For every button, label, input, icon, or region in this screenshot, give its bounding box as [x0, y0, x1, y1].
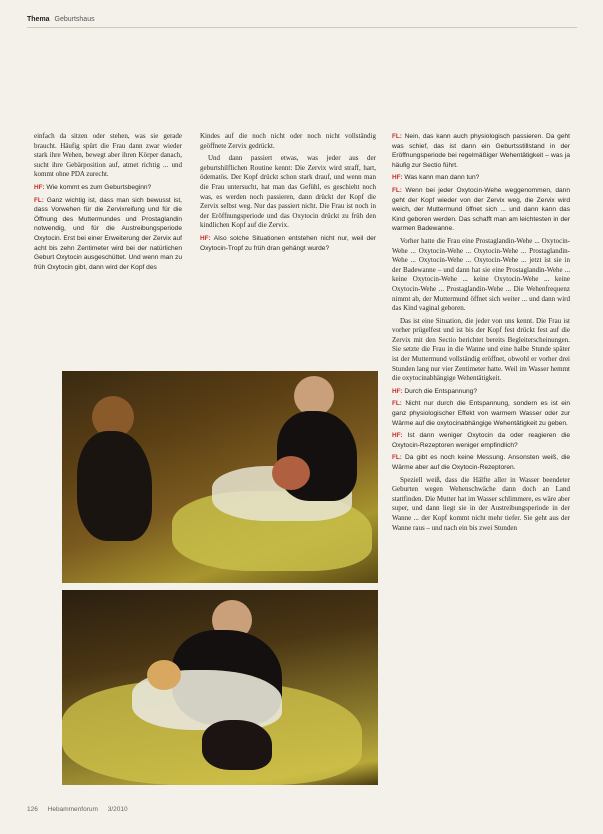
paragraph	[392, 237, 570, 314]
text-column-3	[392, 132, 570, 536]
paragraph-text: Ganz wichtig ist, dass man sich bewusst ist, dass Vorwehen für die Zervixreifung und für die Öffnung des Muttermundes und Prostaglandin notwendig, und für die Austreibungsperiode Oxytocin. Erst bei einer Erweiterung der Zervix auf acht bis zehn Zentimeter wird bei der natürlichen Geburt Oxytocin ausgeschüttet. Und wenn man zu früh Oxytocin gibt, dann wird der Kopf des	[34, 196, 183, 271]
speaker-label: HF:	[200, 234, 211, 242]
speaker-label: FL:	[392, 454, 402, 462]
paragraph-text: Speziell weiß, dass die Hälfte aller in Wasser beendeter Geburten wegen Wehenschwäche dann doch an Land stattfinden. Die Mutter hat im Wasser schlimmere, es wäre aber super, und dann liegt sie in der Austreibungsperiode in der Wanne ... der Kopf kommt nicht mehr tiefer. Sie geht aus der Wanne raus – und nach ein bis zwei Stunden	[392, 475, 570, 532]
paragraph	[392, 317, 570, 384]
paragraph	[200, 132, 376, 151]
text-column-2	[200, 132, 376, 256]
birth-photo-bottom	[62, 590, 378, 785]
speaker-label: HF:	[392, 387, 403, 395]
paragraph	[392, 132, 570, 170]
paragraph-text: Nein, das kann auch physiologisch passieren. Da geht was schief, das ist dann ein Geburtsstillstand in der Eröffnungsperiode bei regelmäßiger Wehentätigkeit – was ja häufig zur Sectio führt.	[392, 133, 570, 169]
speaker-label: FL:	[392, 400, 402, 408]
magazine-name: Hebammenforum	[47, 806, 98, 813]
paragraph-text: Vorher hatte die Frau eine Prostaglandin-Wehe ... Oxytocin-Wehe ... Oxytocin-Wehe ... Oxytocin-Wehe ... Prostaglandin-Wehe ... Oxytocin-Wehe ... Oxytocin-Wehe ... jetzt ist sie in der Badewanne – und dann hat sie eine Prostaglandin-Wehe ... keine Oxytocin-Wehe ... keine Oxytocin-Wehe ... keine Oxytocin-Wehe ... Prostaglandin-Wehe ... Die Wehenfrequenz nimmt ab, der Muttermund öffnet sich weiter ... und dann wird das Kind vaginal geboren.	[392, 236, 570, 313]
paragraph	[392, 431, 570, 450]
paragraph-text: einfach da sitzen oder stehen, was sie gerade braucht. Häufig spürt die Frau dann zwar wieder stark ihre Wehen, bewegt aber ihren Körper danach, sucht ihre Gebärposition auf, atmet richtig ... und kommt ohne PDA zurecht.	[34, 132, 182, 179]
speaker-label: FL:	[34, 196, 44, 204]
speaker-label: HF:	[34, 183, 45, 191]
paragraph	[392, 476, 570, 534]
paragraph-text: Ist dann weniger Oxytocin da oder reagieren die Oxytocin-Rezeptoren weniger empfindlich?	[392, 432, 570, 449]
issue-number: 3/2010	[107, 806, 128, 813]
paragraph	[200, 154, 376, 231]
paragraph	[392, 186, 570, 234]
paragraph-text: Das ist eine Situation, die jeder von uns kennt. Die Frau ist vorher prügelfest und ist bis der Kopf fest drückt fest auf die Zervix mit den Sectio berichtet bereits Begleiterscheinungen. Sie setzte die Frau in die Wanne und eine halbe Stunde später ist der Muttermund vollständig eröffnet, obwohl er vorher drei Stunden lang nur vier Zentimeter hatte. Weil im Wasser hemmt die oxytocinabhängige Wehentätigkeit.	[392, 316, 570, 383]
birth-photo-top	[62, 371, 378, 583]
topic-label: Geburtshaus	[54, 16, 95, 23]
paragraph-text: Da gibt es noch keine Messung. Ansonsten weiß, die Wärme aber auf die Oxytocin-Rezeptoren.	[392, 454, 570, 471]
speaker-label: HF:	[392, 174, 403, 182]
text-column-1	[34, 132, 182, 275]
paragraph-text: Wie kommt es zum Geburtsbeginn?	[46, 183, 152, 191]
section-label: Thema	[27, 16, 50, 23]
paragraph	[34, 183, 182, 193]
paragraph	[392, 387, 570, 397]
paragraph-text: Und dann passiert etwas, was jeder aus der geburtshilflichen Routine kennt: Die Zervix wird straff, hart, ödematös. Der Kopf drückt schon stark drauf, und wenn man die Frau untersucht, hat man das Gefühl, es geschieht noch was, es werden noch passieren, dann drückt der Kopf die Zervix selbst weg. Nur das passiert nicht. Die Frau ist noch in der Eröffnungsperiode und das Oxytocin drückt zu früh den kindlichen Kopf auf die Zervix.	[200, 154, 376, 230]
paragraph	[392, 453, 570, 472]
speaker-label: FL:	[392, 133, 402, 140]
paragraph-text: Kindes auf die noch nicht oder noch nicht vollständig geöffnete Zervix gedrückt.	[200, 132, 376, 150]
paragraph-text: Wenn bei jeder Oxytocin-Wehe weggenommen, dann geht der Kopf wieder von der Zervix weg, die Zervix wird weich, der Muttermund öffnet sich ... und dann kann das Kind geboren werden. Das schafft man am leichtesten in der warmen Badewanne.	[392, 186, 571, 233]
paragraph-text: Also solche Situationen entstehen nicht nur, weil der Oxytocin-Tropf zu früh dran gehängt wurde?	[200, 234, 377, 252]
running-header	[27, 16, 577, 28]
paragraph-text: Nicht nur durch die Entspannung, sondern es ist ein ganz physiologischer Effekt von warmem Wasser oder zur Wärme auf die oxytocinabhängige Wehentätigkeit zu geben.	[392, 400, 571, 427]
page-number: 126	[27, 806, 38, 813]
page-footer	[27, 806, 136, 813]
paragraph	[34, 196, 182, 273]
paragraph	[200, 234, 376, 253]
paragraph-text: Durch die Entspannung?	[404, 387, 477, 395]
paragraph	[34, 132, 182, 180]
header-rule	[27, 27, 577, 28]
paragraph-text: Was kann man dann tun?	[404, 174, 480, 182]
paragraph	[392, 399, 570, 428]
speaker-label: FL:	[392, 186, 402, 194]
speaker-label: HF:	[392, 432, 403, 440]
paragraph	[392, 173, 570, 183]
